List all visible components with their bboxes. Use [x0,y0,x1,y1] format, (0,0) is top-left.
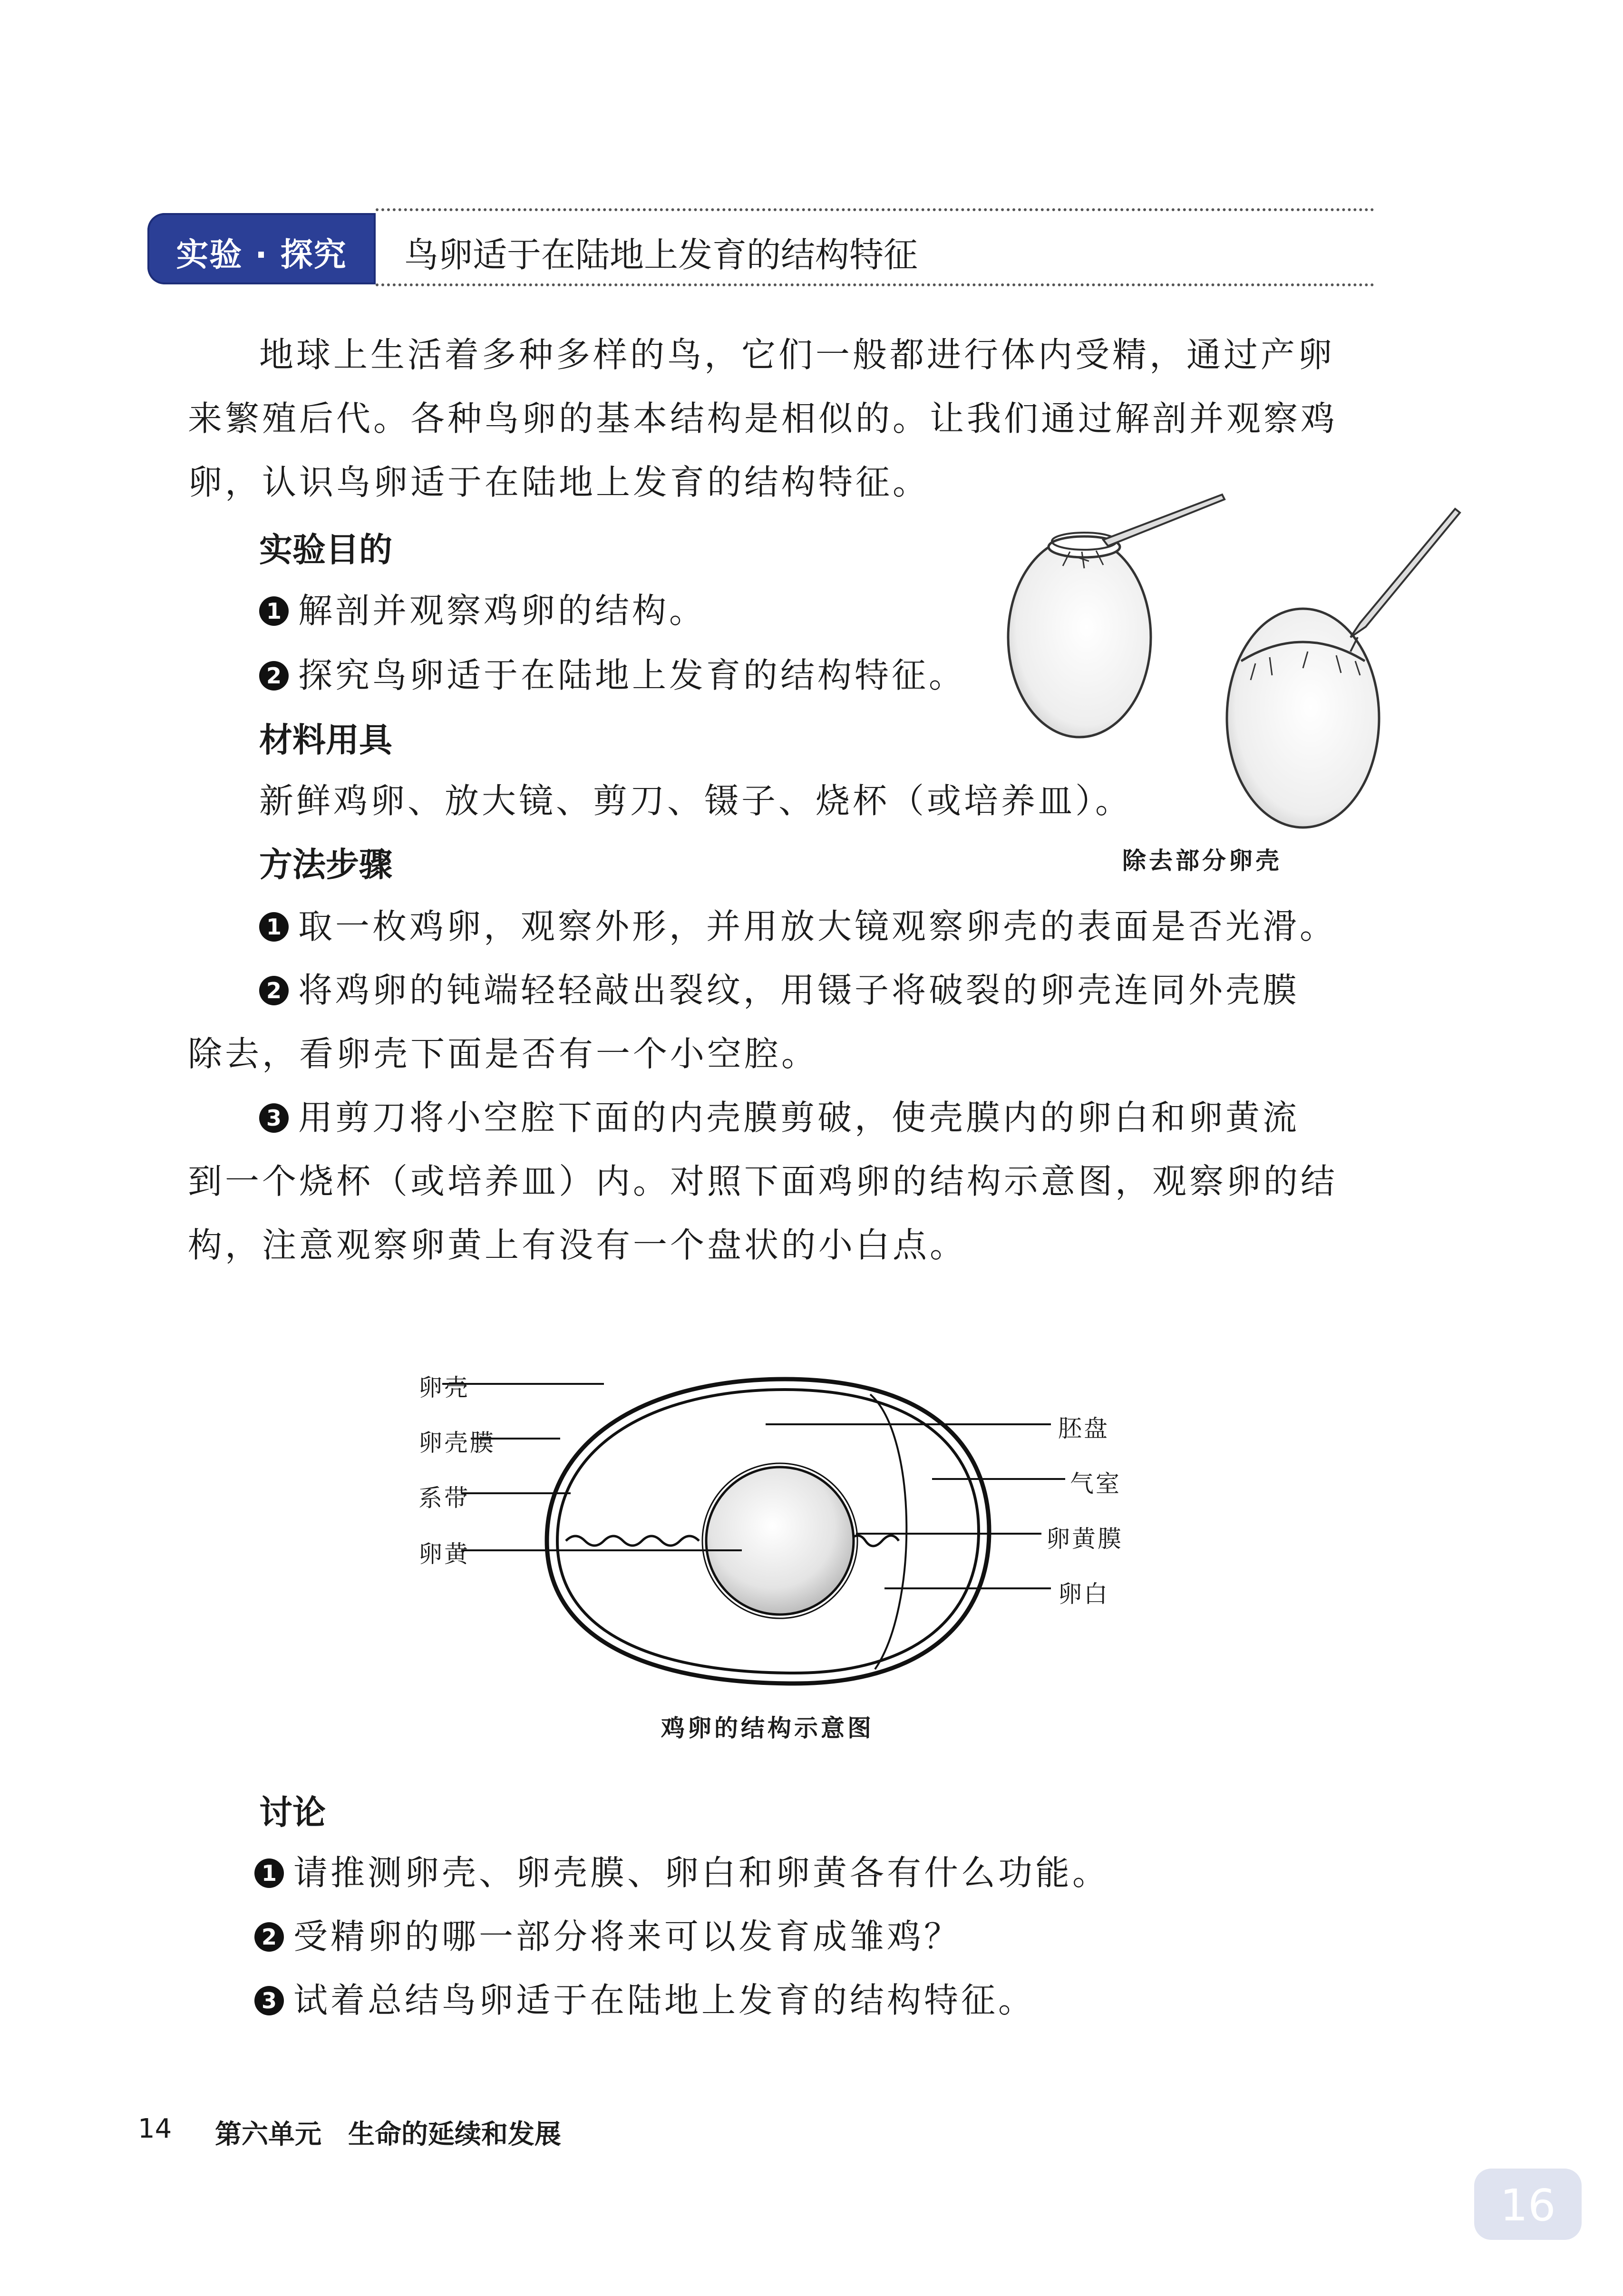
method-heading: 方法步骤 [259,845,392,884]
purpose-item-2 [259,642,966,709]
label-shell: 卵壳 [418,1374,470,1401]
egg-structure-diagram [404,1341,1146,1703]
label-chalaza: 系带 [418,1484,470,1512]
method-step-2 [259,957,1300,1023]
method-step-text: 用剪刀将小空腔下面的内壳膜剪破，使壳膜内的卵白和卵黄流 [298,1098,1300,1138]
forceps-right-icon [1351,509,1460,652]
section-title: 鸟卵适于在陆地上发育的结构特征 [404,235,918,275]
label-yolk: 卵黄 [418,1540,470,1568]
intro-line-3: 卵，认识鸟卵适于在陆地上发育的结构特征。 [188,462,930,502]
number-badge: 2 [254,1922,284,1952]
purpose-item-text: 探究鸟卵适于在陆地上发育的结构特征。 [298,655,966,695]
egg-left [1008,533,1151,737]
page-number: 14 [138,2113,172,2144]
air-cell-membrane [870,1394,906,1669]
number-badge: 1 [259,596,289,626]
method-step-3 [259,1084,1300,1151]
figure-caption-dissection: 除去部分卵壳 [1122,846,1282,875]
method-step-text: 将鸡卵的钝端轻轻敲出裂纹，用镊子将破裂的卵壳连同外壳膜 [298,970,1300,1010]
intro-line-2: 来繁殖后代。各种鸟卵的基本结构是相似的。让我们通过解剖并观察鸡 [188,399,1338,438]
label-air-cell: 气室 [1070,1470,1121,1498]
number-badge: 3 [254,1986,284,2015]
header-bottom-divider [376,283,1374,286]
method-step-1 [259,893,1337,960]
intro-line-1: 地球上生活着多种多样的鸟，它们一般都进行体内受精，通过产卵 [259,335,1335,375]
purpose-item-text: 解剖并观察鸡卵的结构。 [298,591,707,631]
label-shell-membrane: 卵壳膜 [418,1429,496,1457]
purpose-heading: 实验目的 [259,530,392,569]
forceps-left-icon [1103,495,1225,546]
number-badge: 1 [254,1858,284,1888]
method-step-3-cont-1: 到一个烧杯（或培养皿）内。对照下面鸡卵的结构示意图，观察卵的结 [188,1161,1338,1201]
number-badge: 2 [259,661,289,691]
method-step-2-cont: 除去，看卵壳下面是否有一个小空腔。 [188,1034,819,1074]
purpose-item-1 [259,577,706,644]
method-step-3-cont-2: 构，注意观察卵黄上有没有一个盘状的小白点。 [188,1225,967,1265]
number-badge: 1 [259,912,289,942]
number-badge: 3 [259,1103,289,1133]
materials-text: 新鲜鸡卵、放大镜、剪刀、镊子、烧杯（或培养皿）。 [259,781,1133,821]
yolk [706,1467,854,1615]
discussion-item-3 [254,1967,1035,2033]
materials-heading: 材料用具 [259,720,392,759]
header-top-divider [376,208,1374,211]
section-badge [147,213,376,284]
page-index-label: 16 [1500,2180,1556,2231]
discussion-item-1 [254,1839,1109,1906]
discussion-item-text: 受精卵的哪一部分将来可以发育成雏鸡？ [293,1917,962,1956]
diagram-caption: 鸡卵的结构示意图 [661,1714,874,1742]
discussion-heading: 讨论 [259,1793,326,1832]
label-germinal-disc: 胚盘 [1058,1415,1109,1442]
section-badge-label: 实验 · 探究 [176,236,347,274]
number-badge: 2 [259,976,289,1005]
discussion-item-text: 请推测卵壳、卵壳膜、卵白和卵黄各有什么功能。 [293,1853,1110,1893]
chalaza-right [849,1536,899,1546]
label-vitelline-membrane: 卵黄膜 [1046,1525,1123,1553]
discussion-item-2 [254,1903,961,1970]
egg-dissection-illustration [975,480,1474,856]
unit-title: 第六单元 生命的延续和发展 [215,2119,561,2150]
discussion-item-text: 试着总结鸟卵适于在陆地上发育的结构特征。 [293,1980,1036,2020]
chalaza-left [566,1536,699,1546]
method-step-text: 取一枚鸡卵，观察外形，并用放大镜观察卵壳的表面是否光滑。 [298,906,1337,946]
label-albumen: 卵白 [1058,1580,1109,1608]
page-index-badge [1474,2169,1582,2240]
